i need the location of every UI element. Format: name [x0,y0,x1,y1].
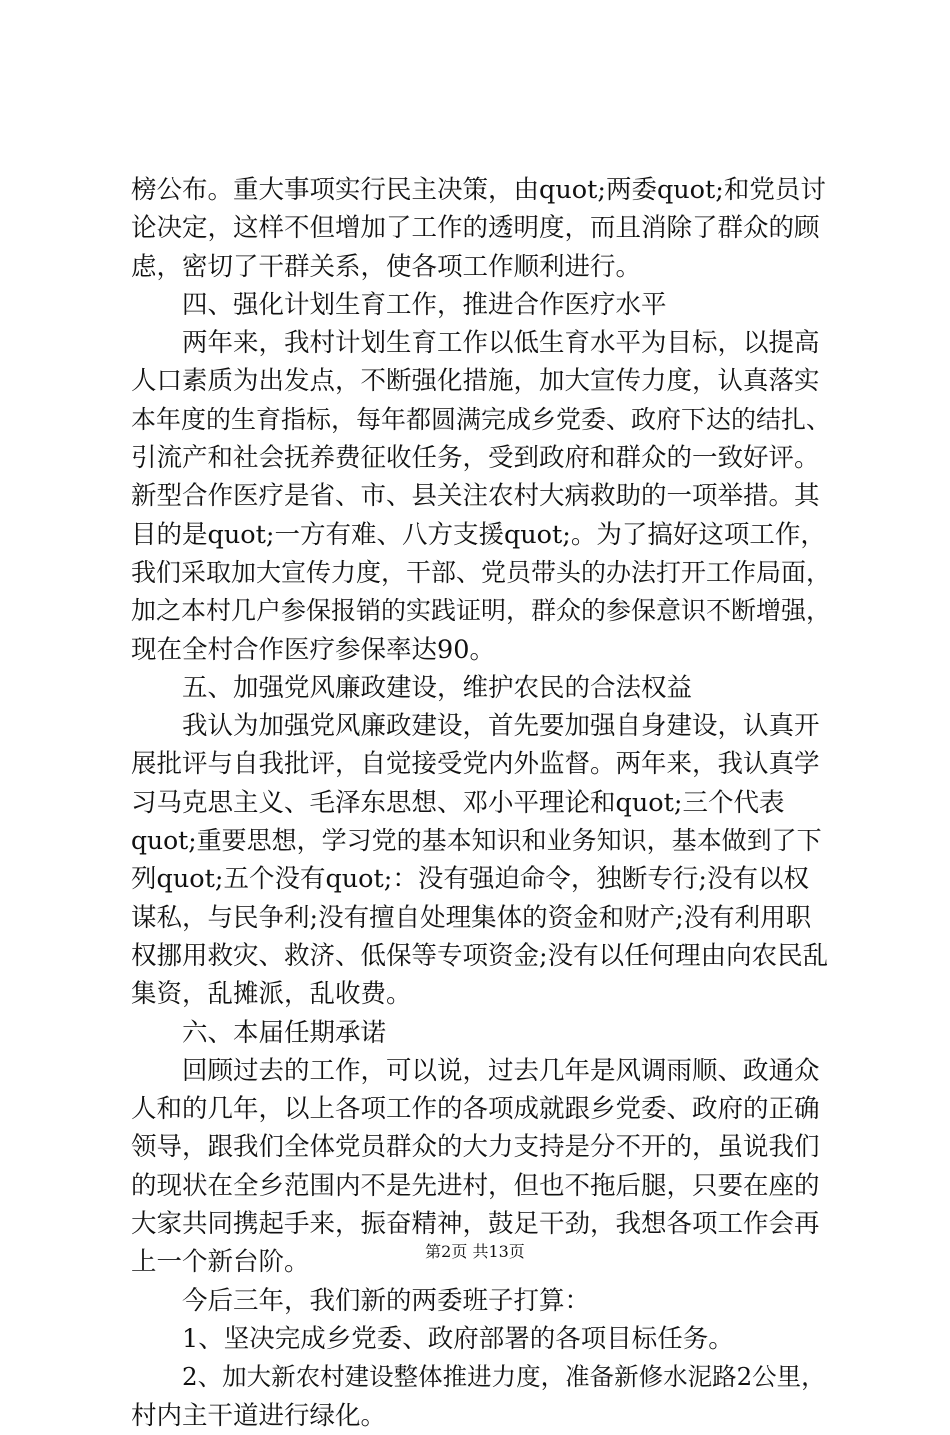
text-line: 的现状在全乡范围内不是先进村，但也不拖后腿，只要在座的 [131,1170,820,1201]
text-line: 今后三年，我们新的两委班子打算： [182,1285,591,1316]
text-line: 上一个新台阶。 [131,1247,310,1278]
text-line: 人口素质为出发点，不断强化措施，加大宣传力度，认真落实 [131,366,820,397]
text-line: 谋私，与民争利;没有擅自处理集体的资金和财产;没有利用职 [131,902,812,933]
text-line: 我认为加强党风廉政建设，首先要加强自身建设，认真开 [182,711,820,742]
text-line: 列quot;五个没有quot;：没有强迫命令，独断专行;没有以权 [131,864,809,895]
text-line: 习马克思主义、毛泽东思想、邓小平理论和quot;三个代表 [131,787,785,818]
text-line: 六、本届任期承诺 [182,1017,387,1048]
text-line: 加之本村几户参保报销的实践证明，群众的参保意识不断增强， [131,596,832,626]
text-line: 村内主干道进行绿化。 [131,1400,387,1431]
text-line: 论决定，这样不但增加了工作的透明度，而且消除了群众的顾 [131,213,820,244]
text-line: 人和的几年，以上各项工作的各项成就跟乡党委、政府的正确 [131,1094,820,1125]
text-line: 我们采取加大宣传力度，干部、党员带头的办法打开工作局面， [131,557,832,587]
text-line: 两年来，我村计划生育工作以低生育水平为目标，以提高 [182,328,820,359]
text-line: 新型合作医疗是省、市、县关注农村大病救助的一项举措。其 [131,481,820,512]
text-line: 四、强化计划生育工作，推进合作医疗水平 [182,289,667,320]
text-line: 现在全村合作医疗参保率达90。 [131,634,495,665]
text-line: 大家共同携起手来，振奋精神，鼓足干劲，我想各项工作会再 [131,1209,820,1240]
text-line: 2、加大新农村建设整体推进力度，准备新修水泥路2公里， [182,1362,826,1392]
text-line: 目的是quot;一方有难、八方支援quot;。为了搞好这项工作， [131,519,826,550]
page-footer: 第2页 共13页 [425,1242,525,1261]
text-line: 权挪用救灾、救济、低保等专项资金;没有以任何理由向农民乱 [131,940,829,971]
text-line: 领导，跟我们全体党员群众的大力支持是分不开的，虽说我们 [131,1132,820,1163]
text-line: 1、坚决完成乡党委、政府部署的各项目标任务。 [182,1323,734,1354]
text-line: 引流产和社会抚养费征收任务，受到政府和群众的一致好评。 [131,443,820,474]
text-line: 集资，乱摊派，乱收费。 [131,979,412,1010]
text-line: 榜公布。重大事项实行民主决策，由quot;两委quot;和党员讨 [131,175,826,205]
text-line: 展批评与自我批评，自觉接受党内外监督。两年来，我认真学 [131,749,820,780]
text-line: 回顾过去的工作，可以说，过去几年是风调雨顺、政通众 [182,1055,820,1086]
text-line: 虑，密切了干群关系，使各项工作顺利进行。 [131,251,642,282]
text-line: 五、加强党风廉政建设，维护农民的合法权益 [182,672,693,703]
text-line: quot;重要思想，学习党的基本知识和业务知识，基本做到了下 [131,826,822,856]
text-line: 本年度的生育指标，每年都圆满完成乡党委、政府下达的结扎、 [131,404,832,434]
